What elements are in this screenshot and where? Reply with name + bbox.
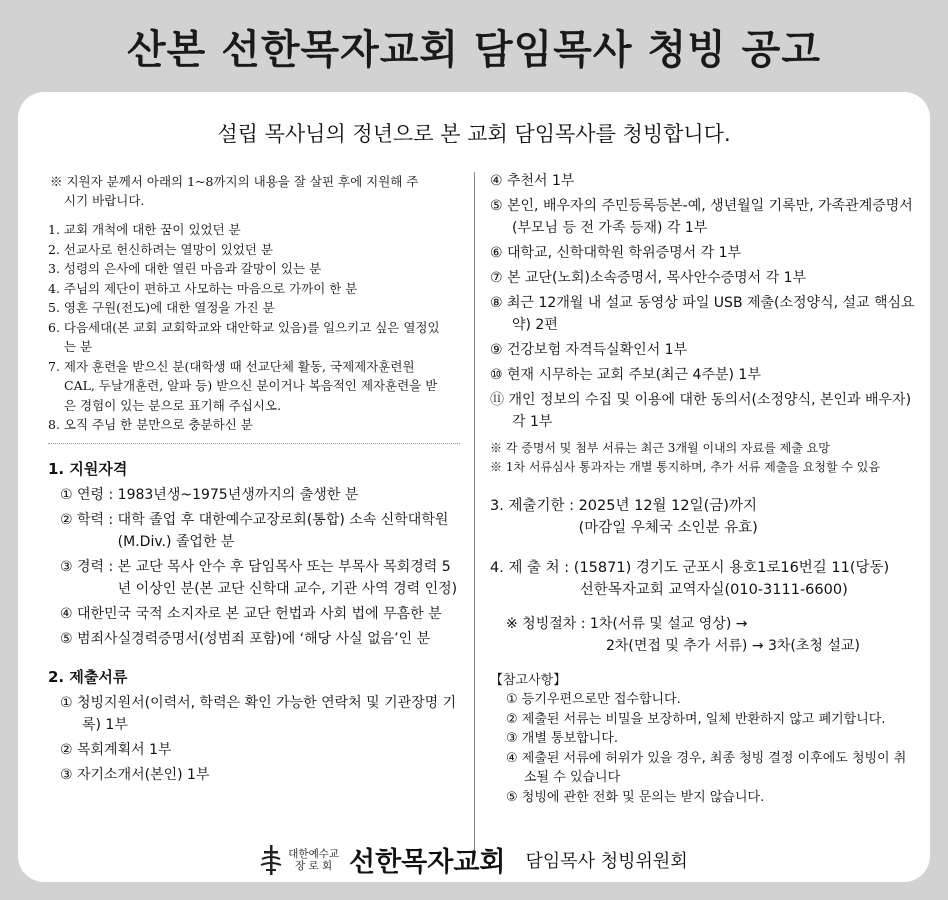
documents-note: ※ 각 증명서 및 첨부 서류는 최근 3개월 이내의 자료를 제출 요망 (490, 441, 830, 455)
procedure-step1: 1차(서류 및 설교 영상) → (589, 616, 748, 632)
reference-item: ④ 제출된 서류에 허위가 있을 경우, 최종 청빙 결정 이후에도 청빙이 취소될 수 있습니다 (506, 750, 907, 785)
denomination: 대한예수교 장 로 회 (288, 847, 339, 872)
reference-title: 【참고사항】 (490, 673, 567, 688)
document-item: ⑤ 본인, 배우자의 주민등록등본-예, 생년월일 기록만, 가족관계증명서(부모님 등 전 가족 등재) 각 1부 (490, 198, 913, 236)
qualifications-list (48, 484, 460, 650)
reference-item: ⑤ 청빙에 관한 전화 및 문의는 받지 않습니다. (506, 789, 765, 805)
subtitle: 설립 목사님의 정년으로 본 교회 담임목사를 청빙합니다. (217, 122, 731, 146)
document-item: ① 청빙지원서(이력서, 학력은 확인 가능한 연락처 및 기관장명 기록) 1부 (60, 694, 457, 733)
notice-panel (18, 92, 930, 882)
quality-item: 5. 영혼 구원(전도)에 대한 열정을 가진 분 (48, 300, 275, 315)
procedure-label: ※ 청빙절차 : (506, 616, 590, 632)
qualification-career: ③ 경력 : 본 교단 목사 안수 후 담임목사 또는 부목사 목회경력 5년 이상인 분(본 교단 신학대 교수, 기관 사역 경력 인정) (60, 558, 458, 597)
reference-item: ① 등기우편으로만 접수합니다. (506, 692, 681, 707)
address: (15871) 경기도 군포시 용호1로16번길 11(당동) (573, 560, 890, 576)
documents-note: ※ 1차 서류심사 통과자는 개별 통지하며, 추가 서류 제출을 요청할 수 있음 (490, 460, 880, 474)
qualification-age: ① 연령 : 1983년생~1975년생까지의 출생한 분 (60, 486, 359, 503)
intro-note: ※ 지원자 분께서 아래의 1~8까지의 내용을 잘 살핀 후에 지원해 주시기 바랍니다. (50, 174, 419, 208)
left-column (48, 172, 460, 789)
document-item: ② 목회계획서 1부 (60, 741, 172, 758)
quality-item: 7. 제자 훈련을 받으신 분(대학생 때 선교단체 활동, 국제제자훈련원 CAL, 두날개훈련, 알파 등) 받으신 분이거나 복음적인 제자훈련을 받은 경험이 있는 분으로 표기해 주십시오. (48, 358, 438, 413)
office-contact: 선한목자교회 교역자실(010-3111-6600) (579, 582, 848, 598)
qualification-item: ④ 대한민국 국적 소지자로 본 교단 헌법과 사회 법에 무흠한 분 (60, 605, 442, 622)
committee-name: 담임목사 청빙위원회 (525, 850, 688, 872)
title-bar (0, 0, 948, 92)
documents-list-right (490, 170, 915, 433)
document-item: ⑪ 개인 정보의 수집 및 이용에 대한 동의서(소정양식, 본인과 배우자) 각 1부 (490, 392, 912, 430)
right-column (490, 170, 915, 807)
qualification-item: ⑤ 범죄사실경력증명서(성범죄 포함)에 ‘해당 사실 없음’인 분 (60, 630, 431, 647)
document-item: ③ 자기소개서(본인) 1부 (60, 766, 210, 783)
document-item: ⑨ 건강보험 자격득실확인서 1부 (490, 342, 688, 358)
quality-item: 4. 주님의 제단이 편하고 사모하는 마음으로 가까이 한 분 (48, 280, 358, 296)
procedure-step2: 2차(면접 및 추가 서류) → 3차(초청 설교) (606, 638, 860, 654)
section-qualifications-heading: 1. 지원자격 (48, 459, 128, 478)
qualification-extra-list (60, 603, 460, 650)
quality-item: 8. 오직 주님 한 분만으로 충분하신 분 (48, 417, 253, 432)
document-item: ④ 추천서 1부 (490, 173, 575, 189)
quality-item: 1. 교회 개척에 대한 꿈이 있었던 분 (48, 222, 241, 237)
section-divider (48, 443, 460, 444)
quality-item: 6. 다음세대(본 교회 교회학교와 대안학교 있음)를 일으키고 싶은 열정있는 분 (48, 319, 440, 354)
qualities-list (48, 220, 460, 435)
column-divider (474, 172, 475, 852)
documents-list-left (48, 692, 460, 786)
church-name: 선한목자교회 (349, 847, 506, 878)
document-item: ⑧ 최근 12개월 내 설교 동영상 파일 USB 제출(소정양식, 설교 핵심요약) 2편 (490, 295, 915, 333)
deadline-sub: (마감일 우체국 소인분 유효) (578, 520, 758, 536)
reference-item: ② 제출된 서류는 비밀을 보장하며, 일체 반환하지 않고 폐기합니다. (506, 711, 886, 727)
reference-list (490, 690, 915, 807)
qualification-education: ② 학력 : 대학 졸업 후 대한예수교장로회(통합) 소속 신학대학원(M.Div.) 졸업한 분 (60, 511, 449, 550)
quality-item: 2. 선교사로 헌신하려는 열망이 있었던 분 (48, 241, 273, 257)
submission-address: 4. 제 출 처 : (15871) 경기도 군포시 용호1로16번길 11(당동) 선한목자교회 교역자실(010-3111-6600) (490, 560, 890, 598)
procedure (490, 613, 915, 657)
quality-item: 3. 성령의 은사에 대한 열린 마음과 갈망이 있는 분 (48, 261, 322, 276)
document-item: ⑩ 현재 시무하는 교회 주보(최근 4주분) 1부 (490, 367, 761, 383)
church-logo-icon (260, 845, 282, 875)
deadline-date: 2025년 12월 12일(금)까지 (578, 498, 757, 514)
page-title: 산본 선한목자교회 담임목사 청빙 공고 (127, 26, 821, 73)
document-item: ⑥ 대학교, 신학대학원 학위증명서 각 1부 (490, 245, 742, 261)
document-item: ⑦ 본 교단(노회)소속증명서, 목사안수증명서 각 1부 (490, 270, 807, 286)
reference-item: ③ 개별 통보합니다. (506, 731, 618, 746)
section-documents-heading: 2. 제출서류 (48, 667, 128, 686)
footer (18, 837, 930, 882)
deadline: 3. 제출기한 : 2025년 12월 12일(금)까지 (마감일 우체국 소인분 유효) (490, 498, 758, 536)
